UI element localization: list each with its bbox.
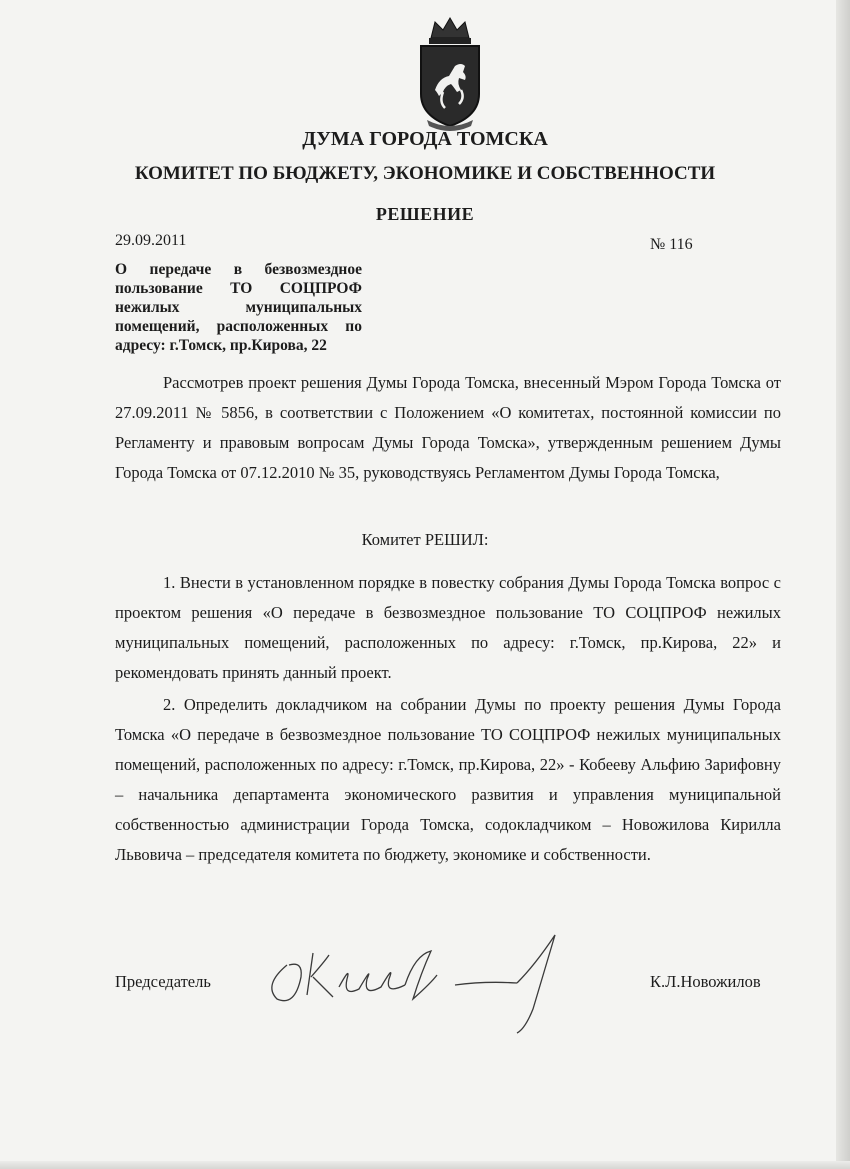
document-date: 29.09.2011 bbox=[115, 232, 187, 249]
signatory-name: К.Л.Новожилов bbox=[650, 972, 761, 991]
decision-item-1: 1. Внести в установленном порядке в повестку собрания Думы Города Томска вопрос с проектом решения «О передаче в безвозмездное пользование ТО СОЦПРОФ нежилых муниципальных помещений, расположенных по адресу: г.Томск, пр.Кирова, 22» и рекомендовать принять данный проект. bbox=[115, 573, 781, 682]
document-type: РЕШЕНИЕ bbox=[375, 204, 475, 224]
handwritten-signature-icon bbox=[255, 925, 585, 1035]
decision-item-2: 2. Определить докладчиком на собрании Думы по проекту решения Думы Города Томска «О передаче в безвозмездное пользование ТО СОЦПРОФ нежилых муниципальных помещений, расположенных по адресу: г.Томск, пр.Кирова, 22» - Кобееву Альфию Зарифовну – начальника департамента экономического развития и управления муниципальной собственностью администрации Города Томска, содокладчиком – Новожилова Кирилла Львовича – председателя комитета по бюджету, экономике и собственности. bbox=[115, 695, 781, 864]
decision-heading: Комитет РЕШИЛ: bbox=[361, 530, 489, 549]
tomsk-coat-of-arms-icon bbox=[405, 16, 495, 134]
scan-bottom-edge bbox=[0, 1161, 850, 1169]
document-number: № 116 bbox=[650, 236, 693, 253]
signatory-title: Председатель bbox=[115, 972, 211, 991]
document-subject: О передаче в безвозмездное пользование ТО СОЦПРОФ нежилых муниципальных помещений, расположенных по адресу: г.Томск, пр.Кирова, 22 bbox=[115, 261, 362, 354]
committee-title: КОМИТЕТ ПО БЮДЖЕТУ, ЭКОНОМИКЕ И СОБСТВЕННОСТИ bbox=[134, 163, 716, 184]
org-title: ДУМА ГОРОДА ТОМСКА bbox=[302, 128, 548, 150]
preamble-paragraph: Рассмотрев проект решения Думы Города Томска, внесенный Мэром Города Томска от 27.09.2011 № 5856, в соответствии с Положением «О комитетах, постоянной комиссии по Регламенту и правовым вопросам Думы Города Томска», утвержденным решением Думы Города Томска от 07.12.2010 № 35, руководствуясь Регламентом Думы Города Томска, bbox=[115, 373, 781, 482]
